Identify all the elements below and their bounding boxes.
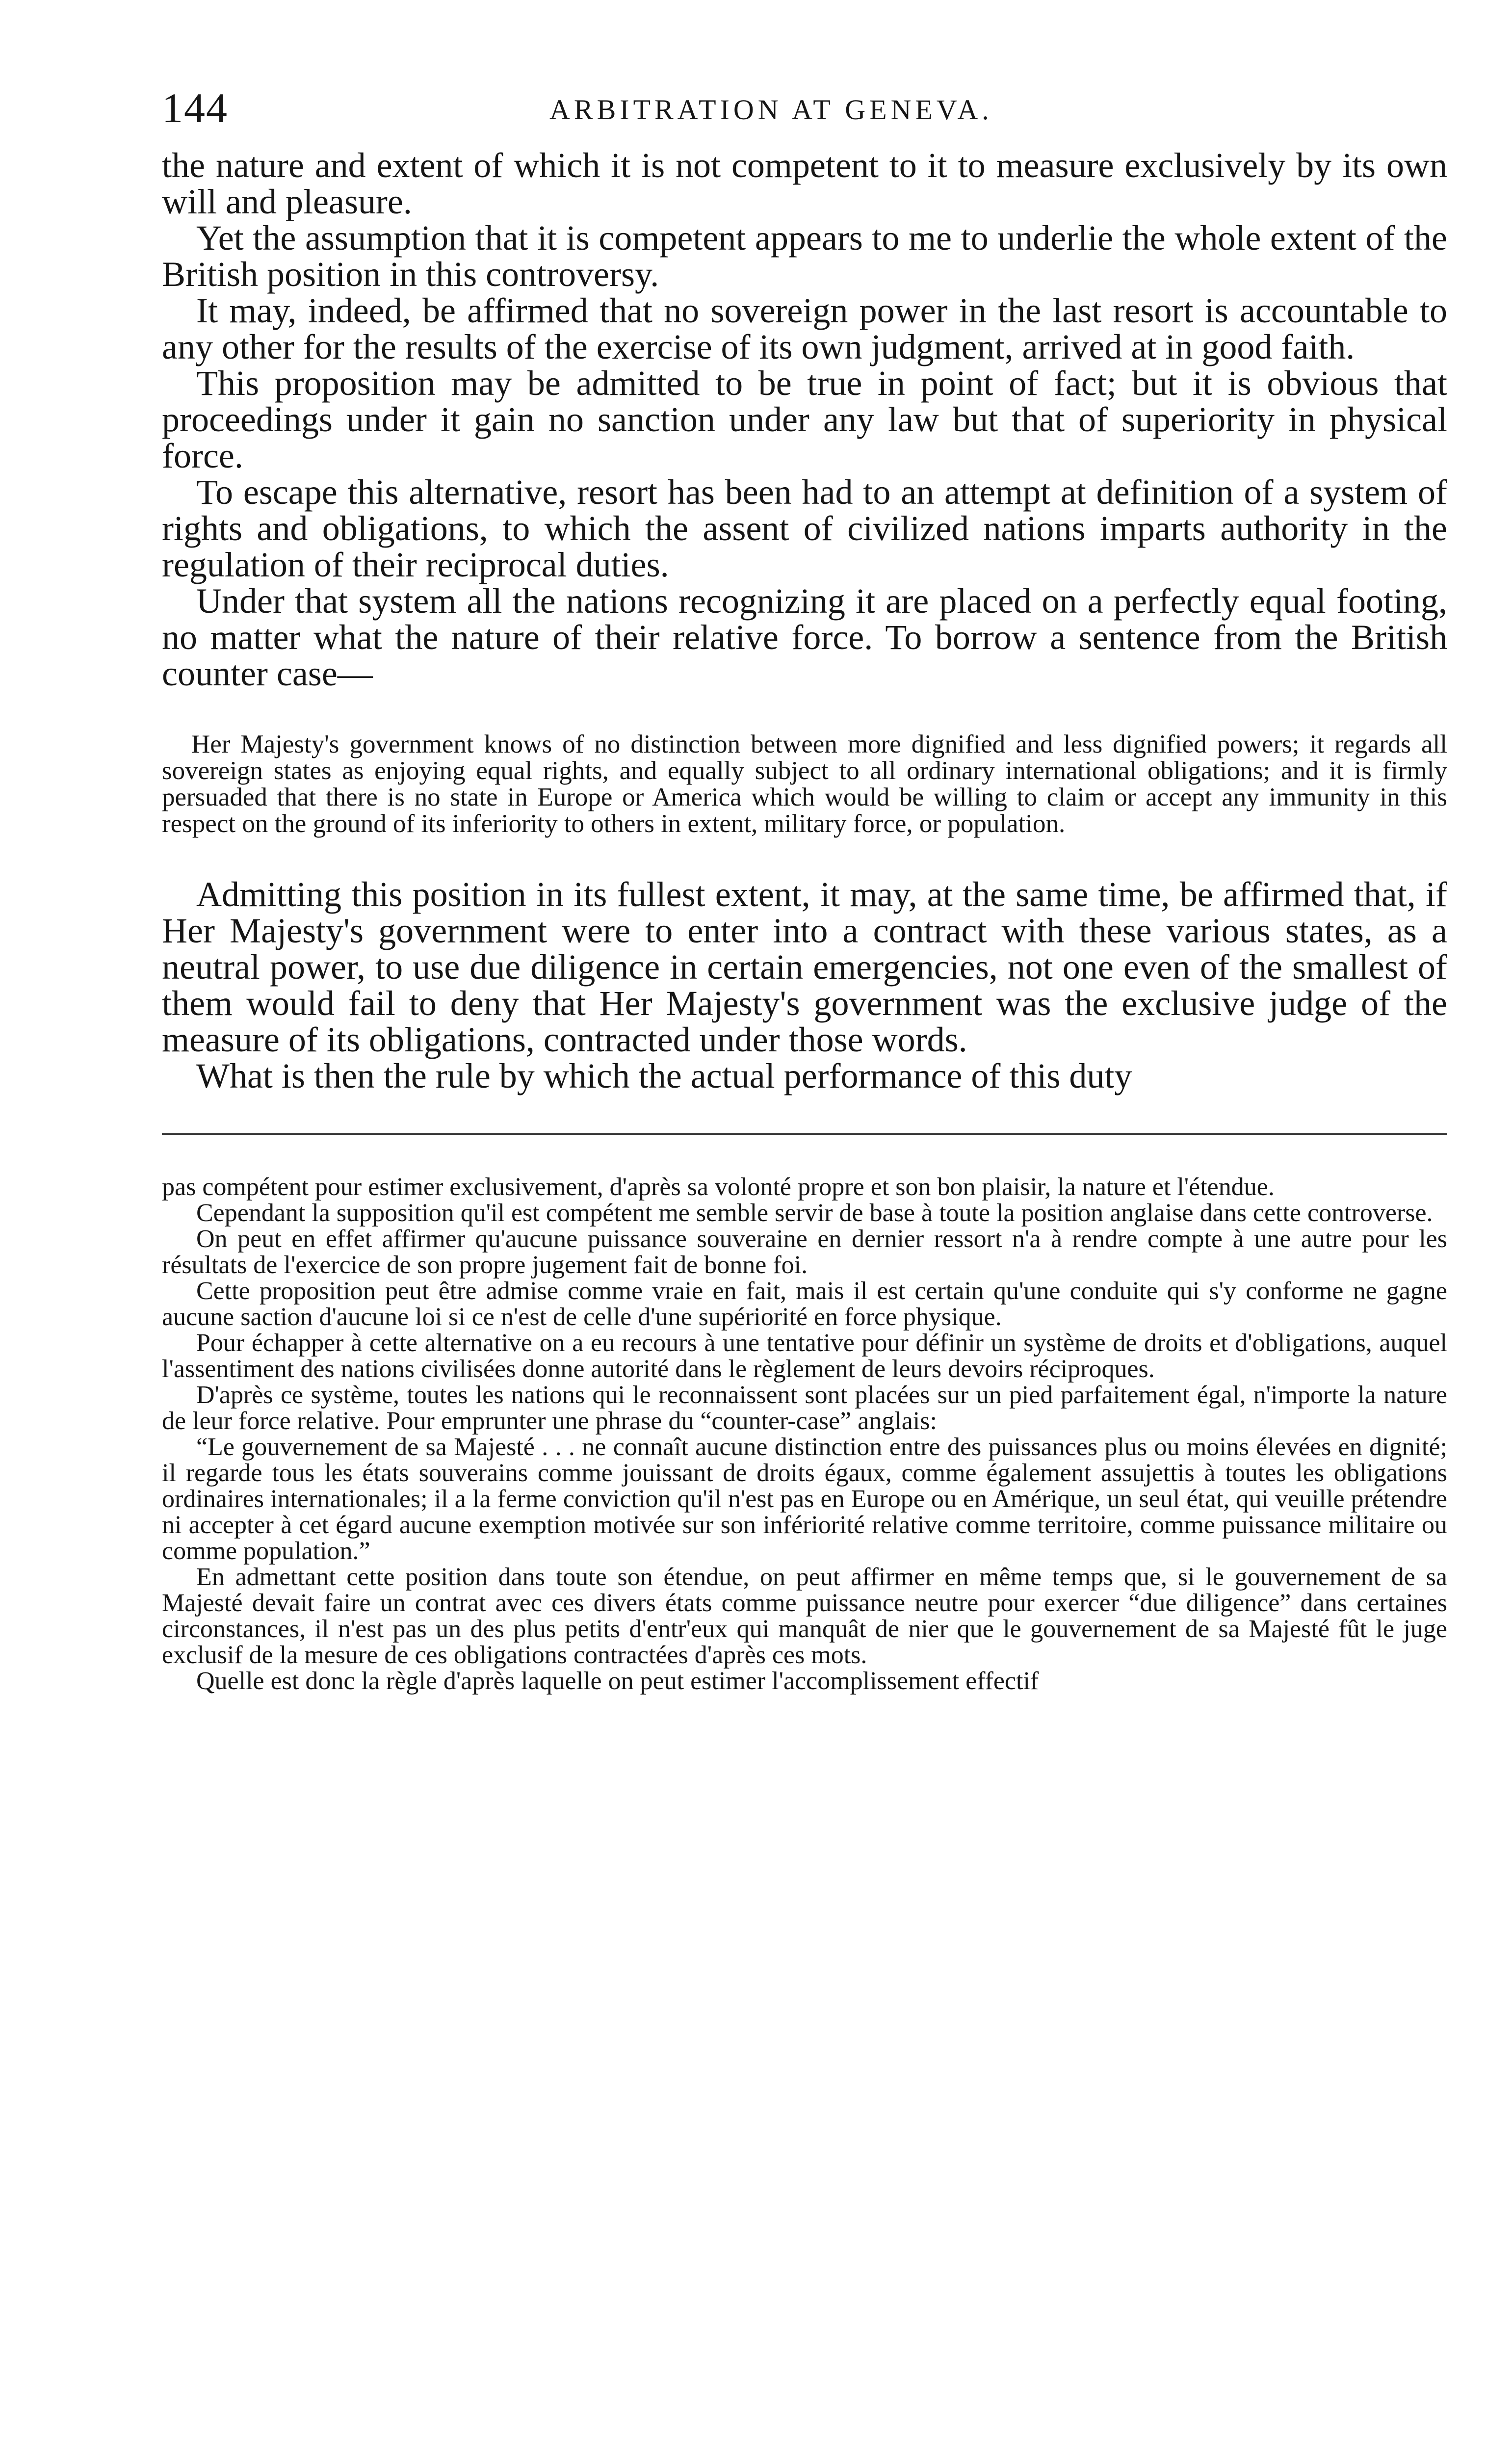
english-paragraph: Admitting this position in its fullest extent, it may, at the same time, be affirmed that, if Her Majesty's government were to enter into a contract with these various states, as a neutral power, to use due diligence in certain emergencies, not one even of the smallest of them would fail to deny that Her Majesty's government was the exclusive judge of the measure of its obligations, contracted under those words.: [162, 875, 1447, 1059]
page: [162, 74, 1447, 1694]
english-paragraph: This proposition may be admitted to be true in point of fact; but it is obvious that proceedings under it gain no sanction under any law but that of superiority in physical force.: [162, 364, 1447, 475]
block-quote: [162, 731, 1447, 837]
french-paragraph: D'après ce système, toutes les nations qui le reconnaissent sont placées sur un pied parfaitement égal, n'importe la nature de leur force relative. Pour emprunter une phrase du “counter-case” anglais:: [162, 1381, 1447, 1435]
english-paragraph: the nature and extent of which it is not competent to it to measure exclusively by its own will and pleasure.: [162, 146, 1447, 221]
french-quote-paragraph: “Le gouvernement de sa Majesté . . . ne connaît aucune distinction entre des puissances plus ou moins élevées en dignité; il regarde tous les états souverains comme jouissant de droits égaux, comme également assujettis à toutes les obligations ordinaires internationales; il a la ferme conviction qu'il n'est pas en Europe ou en Amérique, un seul état, qui veuille prétendre ni accepter à cet égard aucune exemption motivée sur son infériorité relative comme territoire, comme puissance militaire ou comme population.”: [162, 1433, 1447, 1565]
english-text: [162, 147, 1447, 1094]
english-paragraph: What is then the rule by which the actual performance of this duty: [196, 1056, 1132, 1096]
english-paragraph: Yet the assumption that it is competent appears to me to underlie the whole extent of the British position in this controversy.: [162, 218, 1447, 294]
page-header: [162, 74, 1447, 147]
english-paragraph: It may, indeed, be affirmed that no sovereign power in the last resort is accountable to any other for the results of the exercise of its own judgment, arrived at in good faith.: [162, 291, 1447, 366]
running-head: ARBITRATION AT GENEVA.: [549, 94, 993, 126]
french-paragraph: Quelle est donc la règle d'après laquelle on peut estimer l'accomplissement effectif: [196, 1667, 1039, 1695]
french-text: [162, 1174, 1447, 1694]
french-paragraph: Cette proposition peut être admise comme vraie en fait, mais il est certain qu'une conduite qui s'y conforme ne gagne aucune saction d'aucune loi si ce n'est de celle d'une supériorité en force physique.: [162, 1277, 1447, 1331]
quote-text: Her Majesty's government knows of no distinction between more dignified and less dignified powers; it regards all sovereign states as enjoying equal rights, and equally subject to all ordinary international obligations; and it is firmly persuaded that there is no state in Europe or America which would be willing to claim or accept any immunity in this respect on the ground of its inferiority to others in extent, military force, or population.: [162, 730, 1447, 838]
french-paragraph: Cependant la supposition qu'il est compétent me semble servir de base à toute la position anglaise dans cette controverse.: [196, 1199, 1433, 1227]
french-paragraph: On peut en effet affirmer qu'aucune puissance souveraine en dernier ressort n'a à rendre compte à une autre pour les résultats de l'exercice de son propre jugement fait de bonne foi.: [162, 1225, 1447, 1279]
page-number: 144: [162, 84, 228, 131]
french-paragraph: Pour échapper à cette alternative on a eu recours à une tentative pour définir un système de droits et d'obligations, auquel l'assentiment des nations civilisées donne autorité dans le règlement de leurs devoirs réciproques.: [162, 1329, 1447, 1383]
french-paragraph: En admettant cette position dans toute son étendue, on peut affirmer en même temps que, si le gouvernement de sa Majesté devait faire un contrat avec ces divers états comme puissance neutre pour exercer “due diligence” dans certaines circonstances, il n'est pas un des plus petits d'entr'eux qui manquât de nier que le gouvernement de sa Majesté fût le juge exclusif de la mesure de ces obligations contractées d'après ces mots.: [162, 1563, 1447, 1669]
english-paragraph: To escape this alternative, resort has been had to an attempt at definition of a system of rights and obligations, to which the assent of civilized nations imparts authority in the regulation of their reciprocal duties.: [162, 472, 1447, 584]
divider-rule: [162, 1133, 1447, 1135]
french-paragraph: pas compétent pour estimer exclusivement, d'après sa volonté propre et son bon plaisir, la nature et l'étendue.: [162, 1173, 1275, 1201]
english-paragraph: Under that system all the nations recognizing it are placed on a perfectly equal footing, no matter what the nature of their relative force. To borrow a sentence from the British counter case—: [162, 581, 1447, 693]
